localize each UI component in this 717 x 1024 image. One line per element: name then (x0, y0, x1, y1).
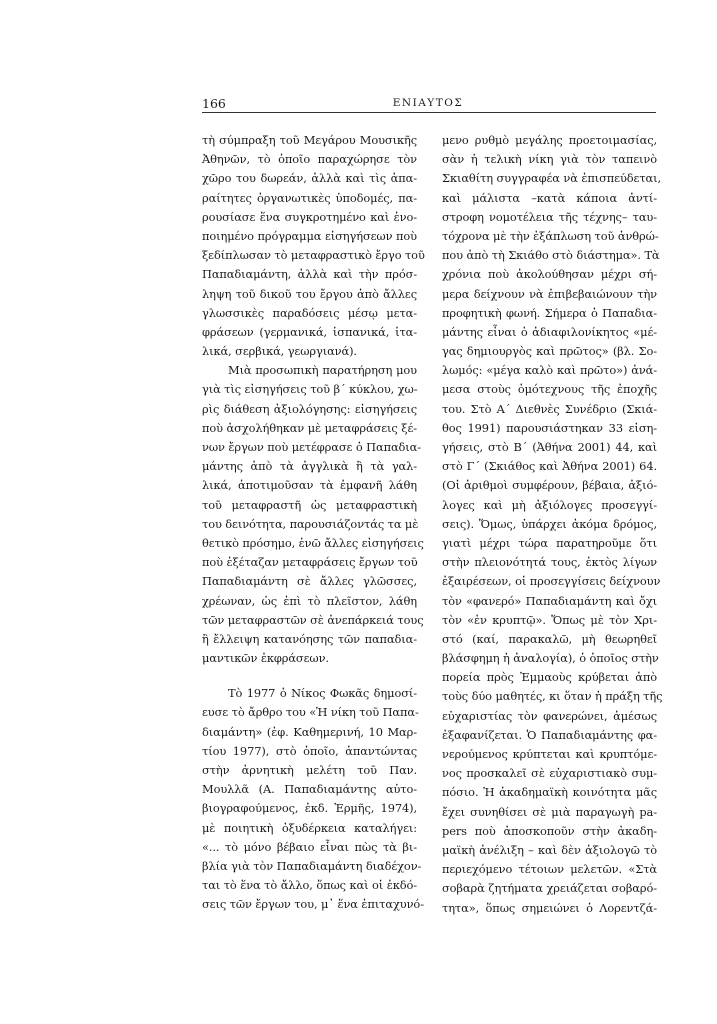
text-line: σεις). Ὅμως, ὑπάρχει ἀκόμα δρόμος, (442, 516, 657, 531)
text-line: γας δημιουργὸς καὶ πρῶτος» (βλ. Σο- (442, 344, 657, 359)
text-line: γιατὶ μέχρι τώρα παρατηροῦμε ὅτι (442, 535, 657, 550)
text-line: του δεινότητα, παρουσιάζοντάς τα μὲ (202, 516, 419, 531)
text-line: τόχρονα μὲ τὴν ἐξάπλωση τοῦ ἀνθρώ- (442, 228, 659, 243)
text-line: λογες καὶ μὴ ἀξιόλογες προσεγγί- (442, 497, 657, 512)
text-line: περιεχόμενο τέτοιων μελετῶν. «Στὰ (442, 862, 657, 877)
text-line: ἐξαιρέσεων, οἱ προσεγγίσεις δείχνουν (442, 574, 661, 589)
text-line: καὶ μάλιστα –κατὰ κάποια ἀντί- (442, 190, 657, 205)
text-line: τίου 1977), στὸ ὁποῖο, ἀπαντώντας (202, 743, 417, 758)
text-line: διαμάντη» (ἐφ. Καθημερινή, 10 Μαρ- (202, 724, 417, 739)
text-line: τητα», ὅπως σημειώνει ὁ Λορεντζά- (442, 900, 657, 915)
page-header (202, 96, 654, 112)
text-line: γήσεις, στὸ Β΄ (Ἀθήνα 2001) 44, καὶ (442, 440, 657, 454)
text-line: σὰν ἡ τελικὴ νίκη γιὰ τὸν ταπεινὸ (442, 152, 657, 167)
text-line: χῶρο του δωρεάν, ἀλλὰ καὶ τὶς ἀπα- (202, 171, 417, 186)
text-line: χρόνια ποὺ ἀκολούθησαν μέχρι σή- (442, 267, 657, 282)
text-line: λωμός: «μέγα καλὸ καὶ πρῶτο») ἀνά- (442, 363, 657, 378)
text-line: τὸν «ἐν κρυπτῷ». Ὅπως μὲ τὸν Χρι- (442, 612, 657, 627)
text-line: «... τὸ μόνο βέβαιο εἶναι πὼς τὰ βι- (202, 839, 417, 854)
text-line: λικά, σερβικά, γεωργιανά). (202, 344, 357, 359)
text-line: στό (καί, παρακαλῶ, μὴ θεωρηθεῖ (442, 631, 657, 646)
text-line: στὸ Γ΄ (Σκιάθος καὶ Ἀθήνα 2001) 64. (442, 459, 657, 474)
text-line: (Οἱ ἀριθμοὶ συμφέρουν, βέβαια, ἀξιό- (442, 478, 657, 493)
text-line: σεις τῶν ἔργων του, μ᾽ ἕνα ἐπιταχυνό- (202, 897, 424, 912)
text-line: σοβαρὰ ζητήματα χρειάζεται σοβαρό- (442, 881, 657, 896)
text-line: μάντης εἶναι ὁ ἀδιαφιλονίκητος «μέ- (442, 324, 657, 339)
left-column (202, 131, 425, 915)
text-line: ἐξαφανίζεται. Ὁ Παπαδιαμάντης φα- (442, 727, 657, 742)
paragraph-gap (202, 668, 417, 684)
text-line: βιογραφούμενος, ἐκδ. Ἑρμῆς, 1974), (202, 801, 417, 816)
text-line: μερα δείχνουν νὰ ἐπιβεβαιώνουν τὴν (442, 286, 657, 301)
right-column (442, 131, 663, 918)
text-line: γιὰ τὶς εἰσηγήσεις τοῦ β΄ κύκλου, χω- (202, 382, 418, 397)
text-line: τὴ σύμπραξη τοῦ Μεγάρου Μουσικῆς (202, 133, 417, 147)
text-line: ποὺ ἐξέταζαν μεταφράσεις ἔργων τοῦ (202, 555, 418, 570)
text-line: προφητικὴ φωνή. Σήμερα ὁ Παπαδια- (442, 305, 657, 320)
header-rule (202, 112, 656, 113)
text-line: τὸν «φανερό» Παπαδιαμάντη καὶ ὄχι (442, 593, 657, 608)
text-line: τῶν μεταφραστῶν σὲ ἀνεπάρκειά τους (202, 612, 424, 627)
text-line: χρέωναν, ὡς ἐπὶ τὸ πλεῖστον, λάθη (202, 593, 417, 608)
text-line: ληψη τοῦ δικοῦ του ἔργου ἀπὸ ἄλλες (202, 286, 417, 301)
text-line: λικά, ἀποτιμοῦσαν τὰ ἐμφανῆ λάθη (202, 478, 417, 493)
text-line: στροφη νομοτέλεια τῆς τέχνης– ταυ- (442, 209, 657, 224)
text-line: του. Στὸ Α΄ Διεθνὲς Συνέδριο (Σκιά- (442, 401, 657, 416)
text-line: ρὶς διάθεση ἀξιολόγησης: εἰσηγήσεις (202, 401, 417, 416)
text-line: Παπαδιαμάντη σὲ ἄλλες γλῶσσες, (202, 574, 417, 589)
text-line: τοὺς δύο μαθητές, κι ὅταν ἡ πράξη τῆς (442, 689, 663, 704)
text-line: μὲ ποιητικὴ ὀξυδέρκεια καταλήγει: (202, 820, 417, 835)
text-line: στὴν πλειονότητά τους, ἐκτὸς λίγων (442, 555, 657, 570)
page-number: 166 (202, 96, 226, 111)
text-line: φράσεων (γερμανικά, ἱσπανικά, ἰτα- (202, 324, 417, 339)
text-line: μάντης ἀπὸ τὰ ἀγγλικὰ ἢ τὰ γαλ- (202, 459, 417, 474)
text-line: θος 1991) παρουσιάστηκαν 33 εἰση- (442, 420, 657, 435)
text-line: γλωσσικὲς παραδόσεις μέσῳ μετα- (202, 305, 417, 320)
text-line: βλία γιὰ τὸν Παπαδιαμάντη διαδέχον- (202, 858, 422, 873)
text-line: νων ἔργων ποὺ μετέφρασε ὁ Παπαδια- (202, 440, 422, 454)
text-line: Παπαδιαμάντη, ἀλλὰ καὶ τὴν πρόσ- (202, 267, 417, 282)
text-line: Σκιαθίτη συγγραφέα νὰ ἐπισπεύδεται, (442, 171, 662, 186)
paragraph-first-line: Μιὰ προσωπικὴ παρατήρηση μου (228, 363, 417, 378)
text-line: ἔχει συνηθίσει σὲ μιὰ παραγωγὴ pa- (442, 804, 657, 819)
text-line: μαϊκὴ ἀνέλιξη – καὶ δὲν ἀξιολογῶ τὸ (442, 842, 657, 857)
text-line: ρουσίασε ἕνα συγκροτημένο καὶ ἑνο- (202, 209, 417, 224)
text-line: που ἀπὸ τὴ Σκιάθο στὸ διάστημα». Τὰ (442, 248, 660, 263)
text-line: ται τὸ ἕνα τὸ ἄλλο, ὅπως καὶ οἱ ἐκδό- (202, 878, 417, 893)
text-line: ποὺ ἀσχολήθηκαν μὲ μεταφράσεις ξέ- (202, 420, 417, 435)
text-line: ἢ ἔλλειψη κατανόησης τῶν παπαδια- (202, 631, 417, 646)
text-line: νος προσκαλεῖ σὲ εὐχαριστιακὸ συμ- (442, 766, 657, 781)
text-line: Ἀθηνῶν, τὸ ὁποῖο παραχώρησε τὸν (202, 152, 417, 167)
text-line: πόσιο. Ἡ ἀκαδημαϊκὴ κοινότητα μᾶς (442, 785, 657, 800)
text-line: ξεδίπλωσαν τὸ μεταφραστικὸ ἔργο τοῦ (202, 248, 425, 263)
text-line: ευσε τὸ ἄρθρο του «Ἡ νίκη τοῦ Παπα- (202, 705, 419, 720)
text-line: μεσα στοὺς ὁμότεχνους τῆς ἐποχῆς (442, 382, 657, 397)
text-line: μενο ρυθμὸ μεγάλης προετοιμασίας, (442, 133, 657, 147)
paragraph-first-line: Τὸ 1977 ὁ Νίκος Φωκᾶς δημοσί- (228, 686, 417, 701)
text-line: μαντικῶν ἐκφράσεων. (202, 651, 329, 666)
text-line: θετικὸ πρόσημο, ἐνῶ ἄλλες εἰσηγήσεις (202, 535, 424, 550)
text-line: εὐχαριστίας τὸν φανερώνει, ἀμέσως (442, 708, 657, 723)
text-line: βλάσφημη ἡ ἀναλογία), ὁ ὁποῖος στὴν (442, 651, 659, 666)
text-line: τοῦ μεταφραστῆ ὡς μεταφραστικὴ (202, 497, 417, 512)
running-title: ΕΝΙΑΥΤΟΣ (392, 97, 464, 109)
text-line: ποιημένο πρόγραμμα εἰσηγήσεων ποὺ (202, 228, 417, 243)
text-line: πορεία πρὸς Ἐμμαοὺς κρύβεται ἀπὸ (442, 670, 657, 685)
text-line: στὴν ἀρνητικὴ μελέτη τοῦ Παν. (202, 763, 417, 777)
text-line: ραίτητες ὀργανωτικὲς ὑποδομές, πα- (202, 190, 417, 205)
text-line: νερούμενος κρύπτεται καὶ κρυπτόμε- (442, 747, 657, 761)
text-line: pers ποὺ ἀποσκοποῦν στὴν ἀκαδη- (442, 823, 657, 838)
text-line: Μουλλᾶ (Α. Παπαδιαμάντης αὐτο- (202, 782, 417, 797)
